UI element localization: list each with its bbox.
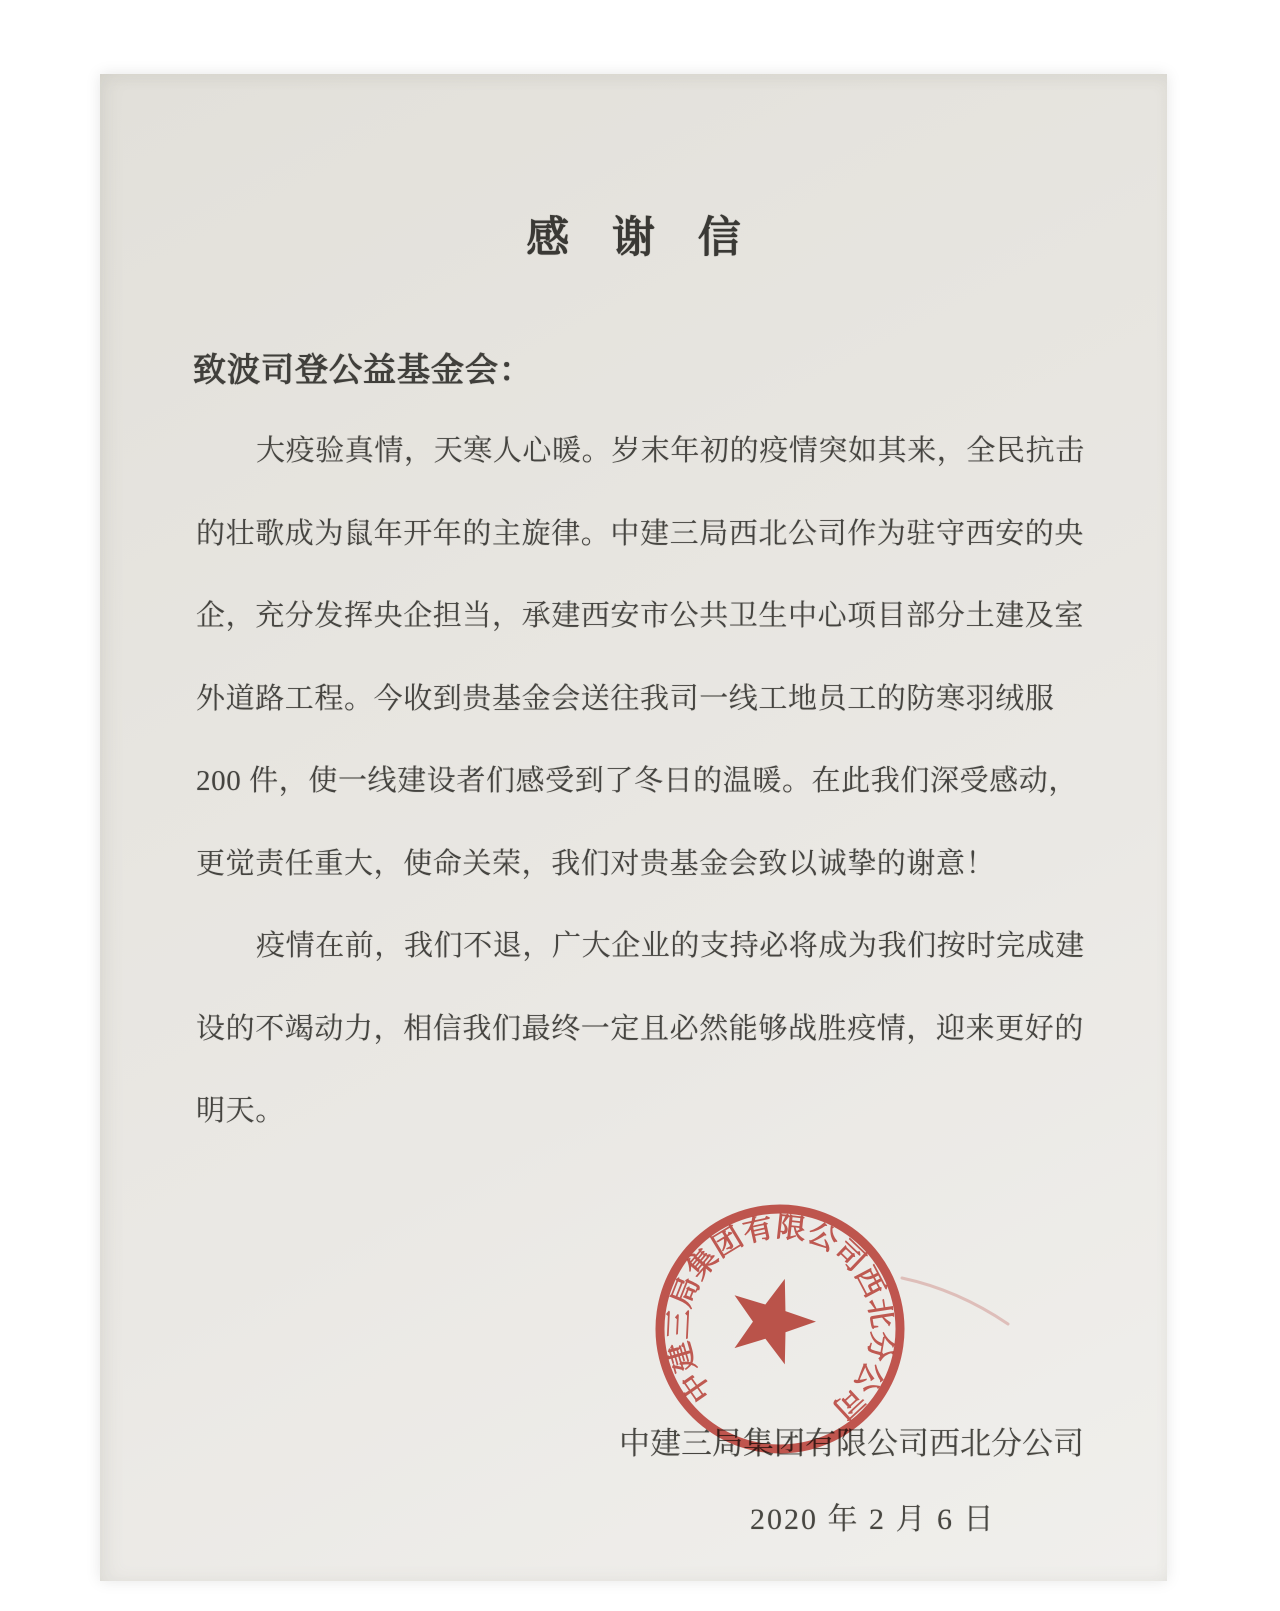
letter-title: 感 谢 信 — [526, 215, 757, 262]
seal-smudge — [902, 1278, 1008, 1324]
letter-paper — [100, 74, 1167, 1581]
body-line: 企，充分发挥央企担当，承建西安市公共卫生中心项目部分土建及室 — [196, 600, 1085, 632]
signature-date: 2020 年 2 月 6 日 — [750, 1503, 996, 1536]
body-line: 更觉责任重大，使命关荣，我们对贵基金会致以诚挚的谢意！ — [196, 848, 996, 880]
body-line: 大疫验真情，天寒人心暖。岁末年初的疫情突如其来，全民抗击 — [256, 435, 1085, 467]
body-line: 设的不竭动力，相信我们最终一定且必然能够战胜疫情，迎来更好的 — [196, 1013, 1085, 1045]
signature-company: 中建三局集团有限公司西北分公司 — [619, 1426, 1084, 1461]
body-line: 的壮歌成为鼠年开年的主旋律。中建三局西北公司作为驻守西安的央 — [196, 518, 1085, 550]
body-line: 明天。 — [196, 1095, 285, 1127]
body-line: 疫情在前，我们不退，广大企业的支持必将成为我们按时完成建 — [256, 930, 1085, 962]
seal-star-icon — [726, 1272, 821, 1368]
body-line: 外道路工程。今收到贵基金会送往我司一线工地员工的防寒羽绒服 — [196, 683, 1055, 715]
salutation: 致波司登公益基金会： — [193, 353, 533, 389]
seal-curved-text — [652, 1196, 913, 1434]
body-line: 200 件，使一线建设者们感受到了冬日的温暖。在此我们深受感动， — [196, 765, 1078, 797]
seal-text: 中建三局集团有限公司西北分公司 — [663, 1212, 897, 1424]
company-seal — [640, 1190, 1060, 1520]
